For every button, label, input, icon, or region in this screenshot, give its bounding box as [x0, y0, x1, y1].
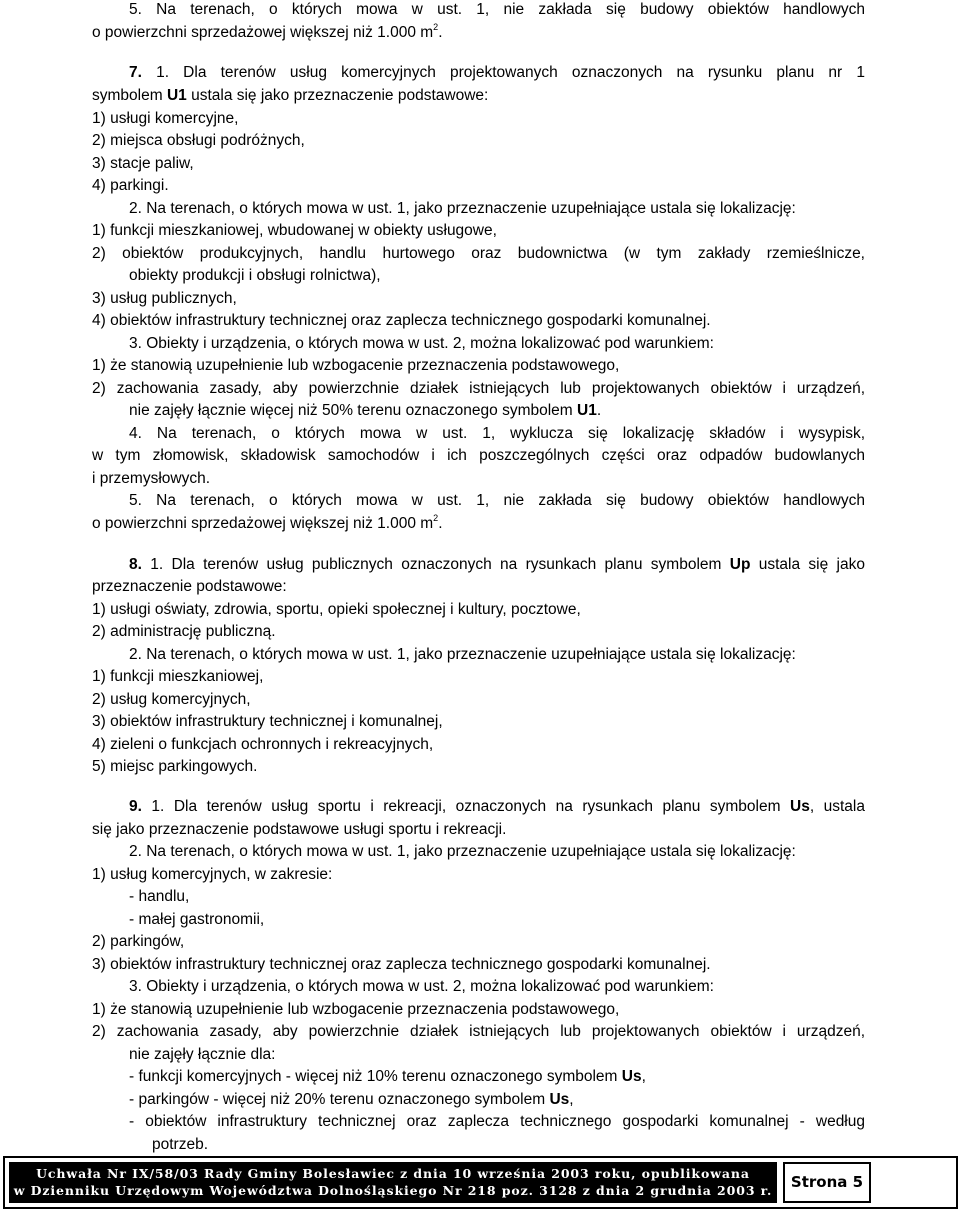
text-span: 2. Na terenach, o których mowa w ust. 1, jako przeznaczenie uzupełniające ustala się lokalizację:	[129, 843, 796, 860]
text-span: w tym złomowisk, składowisk samochodów i ich poszczególnych części oraz odpadów budowlanych	[92, 447, 865, 464]
text-line	[129, 555, 865, 575]
text-span: 1) funkcji mieszkaniowej,	[92, 668, 264, 685]
text-span: 1) funkcji mieszkaniowej, wbudowanej w obiekty usługowe,	[92, 222, 497, 239]
bold-text: Up	[729, 556, 751, 573]
text-line	[92, 469, 210, 489]
text-line	[129, 401, 601, 421]
text-span: .	[438, 24, 443, 41]
text-line	[129, 1067, 646, 1087]
text-span: o powierzchni sprzedażowej większej niż 1.000 m	[92, 515, 434, 532]
text-line	[92, 757, 257, 777]
text-line	[129, 424, 865, 444]
text-span: 2) parkingów,	[92, 933, 185, 950]
text-span: 2) administrację publiczną.	[92, 623, 276, 640]
text-line	[92, 356, 619, 376]
text-span: i przemysłowych.	[92, 470, 210, 487]
bold-text: Us	[790, 798, 810, 815]
page-number-label: Strona 5	[783, 1162, 871, 1203]
text-line	[92, 1000, 619, 1020]
text-span: ,	[569, 1091, 574, 1108]
text-span: 2) obiektów produkcyjnych, handlu hurtowego oraz budownictwa (w tym zakłady rzemieślnicze,	[92, 245, 865, 262]
text-span: symbolem	[92, 87, 167, 104]
text-span: - małej gastronomii,	[129, 911, 265, 928]
bold-text: U1	[166, 87, 187, 104]
text-span: 2. Na terenach, o których mowa w ust. 1, jako przeznaczenie uzupełniające ustala się lokalizację:	[129, 646, 796, 663]
text-span: 4. Na terenach, o których mowa w ust. 1, wyklucza się lokalizację składów i wysypisk,	[129, 425, 865, 442]
bold-text: 7.	[129, 64, 142, 81]
bold-text: U1	[577, 402, 597, 419]
text-span: o powierzchni sprzedażowej większej niż 1.000 m	[92, 24, 434, 41]
text-span: - handlu,	[129, 888, 190, 905]
text-span: 4) zieleni o funkcjach ochronnych i rekreacyjnych,	[92, 736, 434, 753]
footer-citation-line2: w Dzienniku Urzędowym Województwa Dolnośląskiego Nr 218 poz. 3128 z dnia 2 grudnia 2003 r.	[13, 1183, 773, 1198]
footer-citation-line1: Uchwała Nr IX/58/03 Rady Gminy Bolesławiec z dnia 10 września 2003 roku, opublikowana	[36, 1166, 750, 1181]
text-line	[129, 645, 796, 665]
text-span: 1) usług komercyjnych, w zakresie:	[92, 866, 333, 883]
text-line	[92, 514, 443, 534]
text-line	[92, 176, 169, 196]
text-span: potrzeb.	[152, 1136, 209, 1153]
text-span: 1) usługi oświaty, zdrowia, sportu, opieki społecznej i kultury, pocztowe,	[92, 601, 581, 618]
text-span: 4) parkingi.	[92, 177, 169, 194]
text-line	[129, 266, 381, 286]
text-span: - obiektów infrastruktury technicznej oraz zaplecza technicznego gospodarki komunalnej - według	[129, 1113, 865, 1130]
text-line	[92, 600, 581, 620]
text-span: 3) obiektów infrastruktury technicznej oraz zaplecza technicznego gospodarki komunalnej.	[92, 956, 711, 973]
text-span: 3) usług publicznych,	[92, 290, 237, 307]
text-line	[129, 491, 865, 511]
text-line	[92, 820, 506, 840]
text-line	[92, 311, 711, 331]
text-span: 5. Na terenach, o których mowa w ust. 1, nie zakłada się budowy obiektów handlowych	[129, 492, 865, 509]
text-line	[92, 154, 194, 174]
text-line	[92, 221, 497, 241]
text-span: 1) że stanowią uzupełnienie lub wzbogacenie przeznaczenia podstawowego,	[92, 357, 620, 374]
bold-text: Us	[621, 1068, 642, 1085]
text-span: 4) obiektów infrastruktury technicznej oraz zaplecza technicznego gospodarki komunalnej.	[92, 312, 711, 329]
text-line	[129, 199, 796, 219]
text-line	[92, 131, 305, 151]
text-line	[92, 955, 711, 975]
text-span: nie zajęły łącznie dla:	[129, 1046, 276, 1063]
text-line	[92, 1022, 865, 1042]
text-span: 2) miejsca obsługi podróżnych,	[92, 132, 305, 149]
text-span: 3. Obiekty i urządzenia, o których mowa w ust. 2, można lokalizować pod warunkiem:	[129, 978, 714, 995]
text-span: 1. Dla terenów usług komercyjnych projektowanych oznaczonych na rysunku planu nr 1	[141, 64, 865, 81]
text-line	[92, 622, 276, 642]
text-line	[129, 1112, 865, 1132]
text-line	[92, 577, 287, 597]
bold-text: Us	[549, 1091, 570, 1108]
text-span: przeznaczenie podstawowe:	[92, 578, 287, 595]
text-line	[92, 446, 865, 466]
text-span: - funkcji komercyjnych - więcej niż 10% terenu oznaczonego symbolem	[129, 1068, 622, 1085]
text-span: ustala się jako przeznaczenie podstawowe:	[186, 87, 489, 104]
bold-text: 8.	[129, 556, 142, 573]
text-span: nie zajęły łącznie więcej niż 50% terenu oznaczonego symbolem	[129, 402, 578, 419]
text-span: .	[596, 402, 602, 419]
superscript: 2	[433, 22, 439, 32]
text-line	[129, 977, 714, 997]
text-line	[129, 334, 714, 354]
text-line	[129, 1045, 275, 1065]
text-line	[129, 887, 189, 907]
text-span: się jako przeznaczenie podstawowe usługi sportu i rekreacji.	[92, 821, 507, 838]
text-line	[129, 1090, 574, 1110]
bold-text: 9.	[129, 798, 142, 815]
text-line	[92, 23, 443, 43]
text-span: 2. Na terenach, o których mowa w ust. 1, jako przeznaczenie uzupełniające ustala się lokalizację:	[129, 200, 796, 217]
text-span: 1. Dla terenów usług publicznych oznaczonych na rysunkach planu symbolem	[141, 556, 730, 573]
text-line	[129, 797, 865, 817]
text-span: , ustala	[809, 798, 865, 815]
text-line	[129, 842, 796, 862]
text-span: - parkingów - więcej niż 20% terenu oznaczonego symbolem	[129, 1091, 550, 1108]
text-span: 2) zachowania zasady, aby powierzchnie działek istniejących lub projektowanych obiektów i urządzeń,	[92, 1023, 865, 1040]
text-span: ,	[641, 1068, 646, 1085]
text-line	[92, 735, 433, 755]
text-line	[92, 109, 238, 129]
text-line	[92, 379, 865, 399]
text-span: .	[438, 515, 443, 532]
text-line	[92, 712, 443, 732]
text-line	[92, 289, 237, 309]
text-span: 5) miejsc parkingowych.	[92, 758, 258, 775]
text-span: 2) usług komercyjnych,	[92, 691, 251, 708]
text-line	[129, 0, 865, 20]
text-span: 3. Obiekty i urządzenia, o których mowa w ust. 2, można lokalizować pod warunkiem:	[129, 335, 714, 352]
footer-citation	[9, 1162, 777, 1203]
text-span: 1) że stanowią uzupełnienie lub wzbogacenie przeznaczenia podstawowego,	[92, 1001, 620, 1018]
text-span: ustala się jako	[750, 556, 865, 573]
text-span: obiekty produkcji i obsługi rolnictwa),	[129, 267, 381, 284]
page-footer	[3, 1156, 958, 1209]
text-line	[92, 86, 488, 106]
superscript: 2	[433, 513, 439, 523]
text-line	[92, 932, 184, 952]
text-span: 1) usługi komercyjne,	[92, 110, 239, 127]
text-span: 2) zachowania zasady, aby powierzchnie działek istniejących lub projektowanych obiektów i urządzeń,	[92, 380, 865, 397]
text-line	[92, 865, 332, 885]
text-span: 5. Na terenach, o których mowa w ust. 1, nie zakłada się budowy obiektów handlowych	[129, 1, 865, 18]
text-span: 1. Dla terenów usług sportu i rekreacji, oznaczonych na rysunkach planu symbolem	[141, 798, 790, 815]
text-line	[129, 63, 865, 83]
text-line	[92, 690, 251, 710]
text-line	[92, 667, 263, 687]
text-line	[92, 244, 865, 264]
text-line	[152, 1135, 208, 1155]
text-span: 3) stacje paliw,	[92, 155, 194, 172]
text-line	[129, 910, 264, 930]
text-span: 3) obiektów infrastruktury technicznej i komunalnej,	[92, 713, 443, 730]
